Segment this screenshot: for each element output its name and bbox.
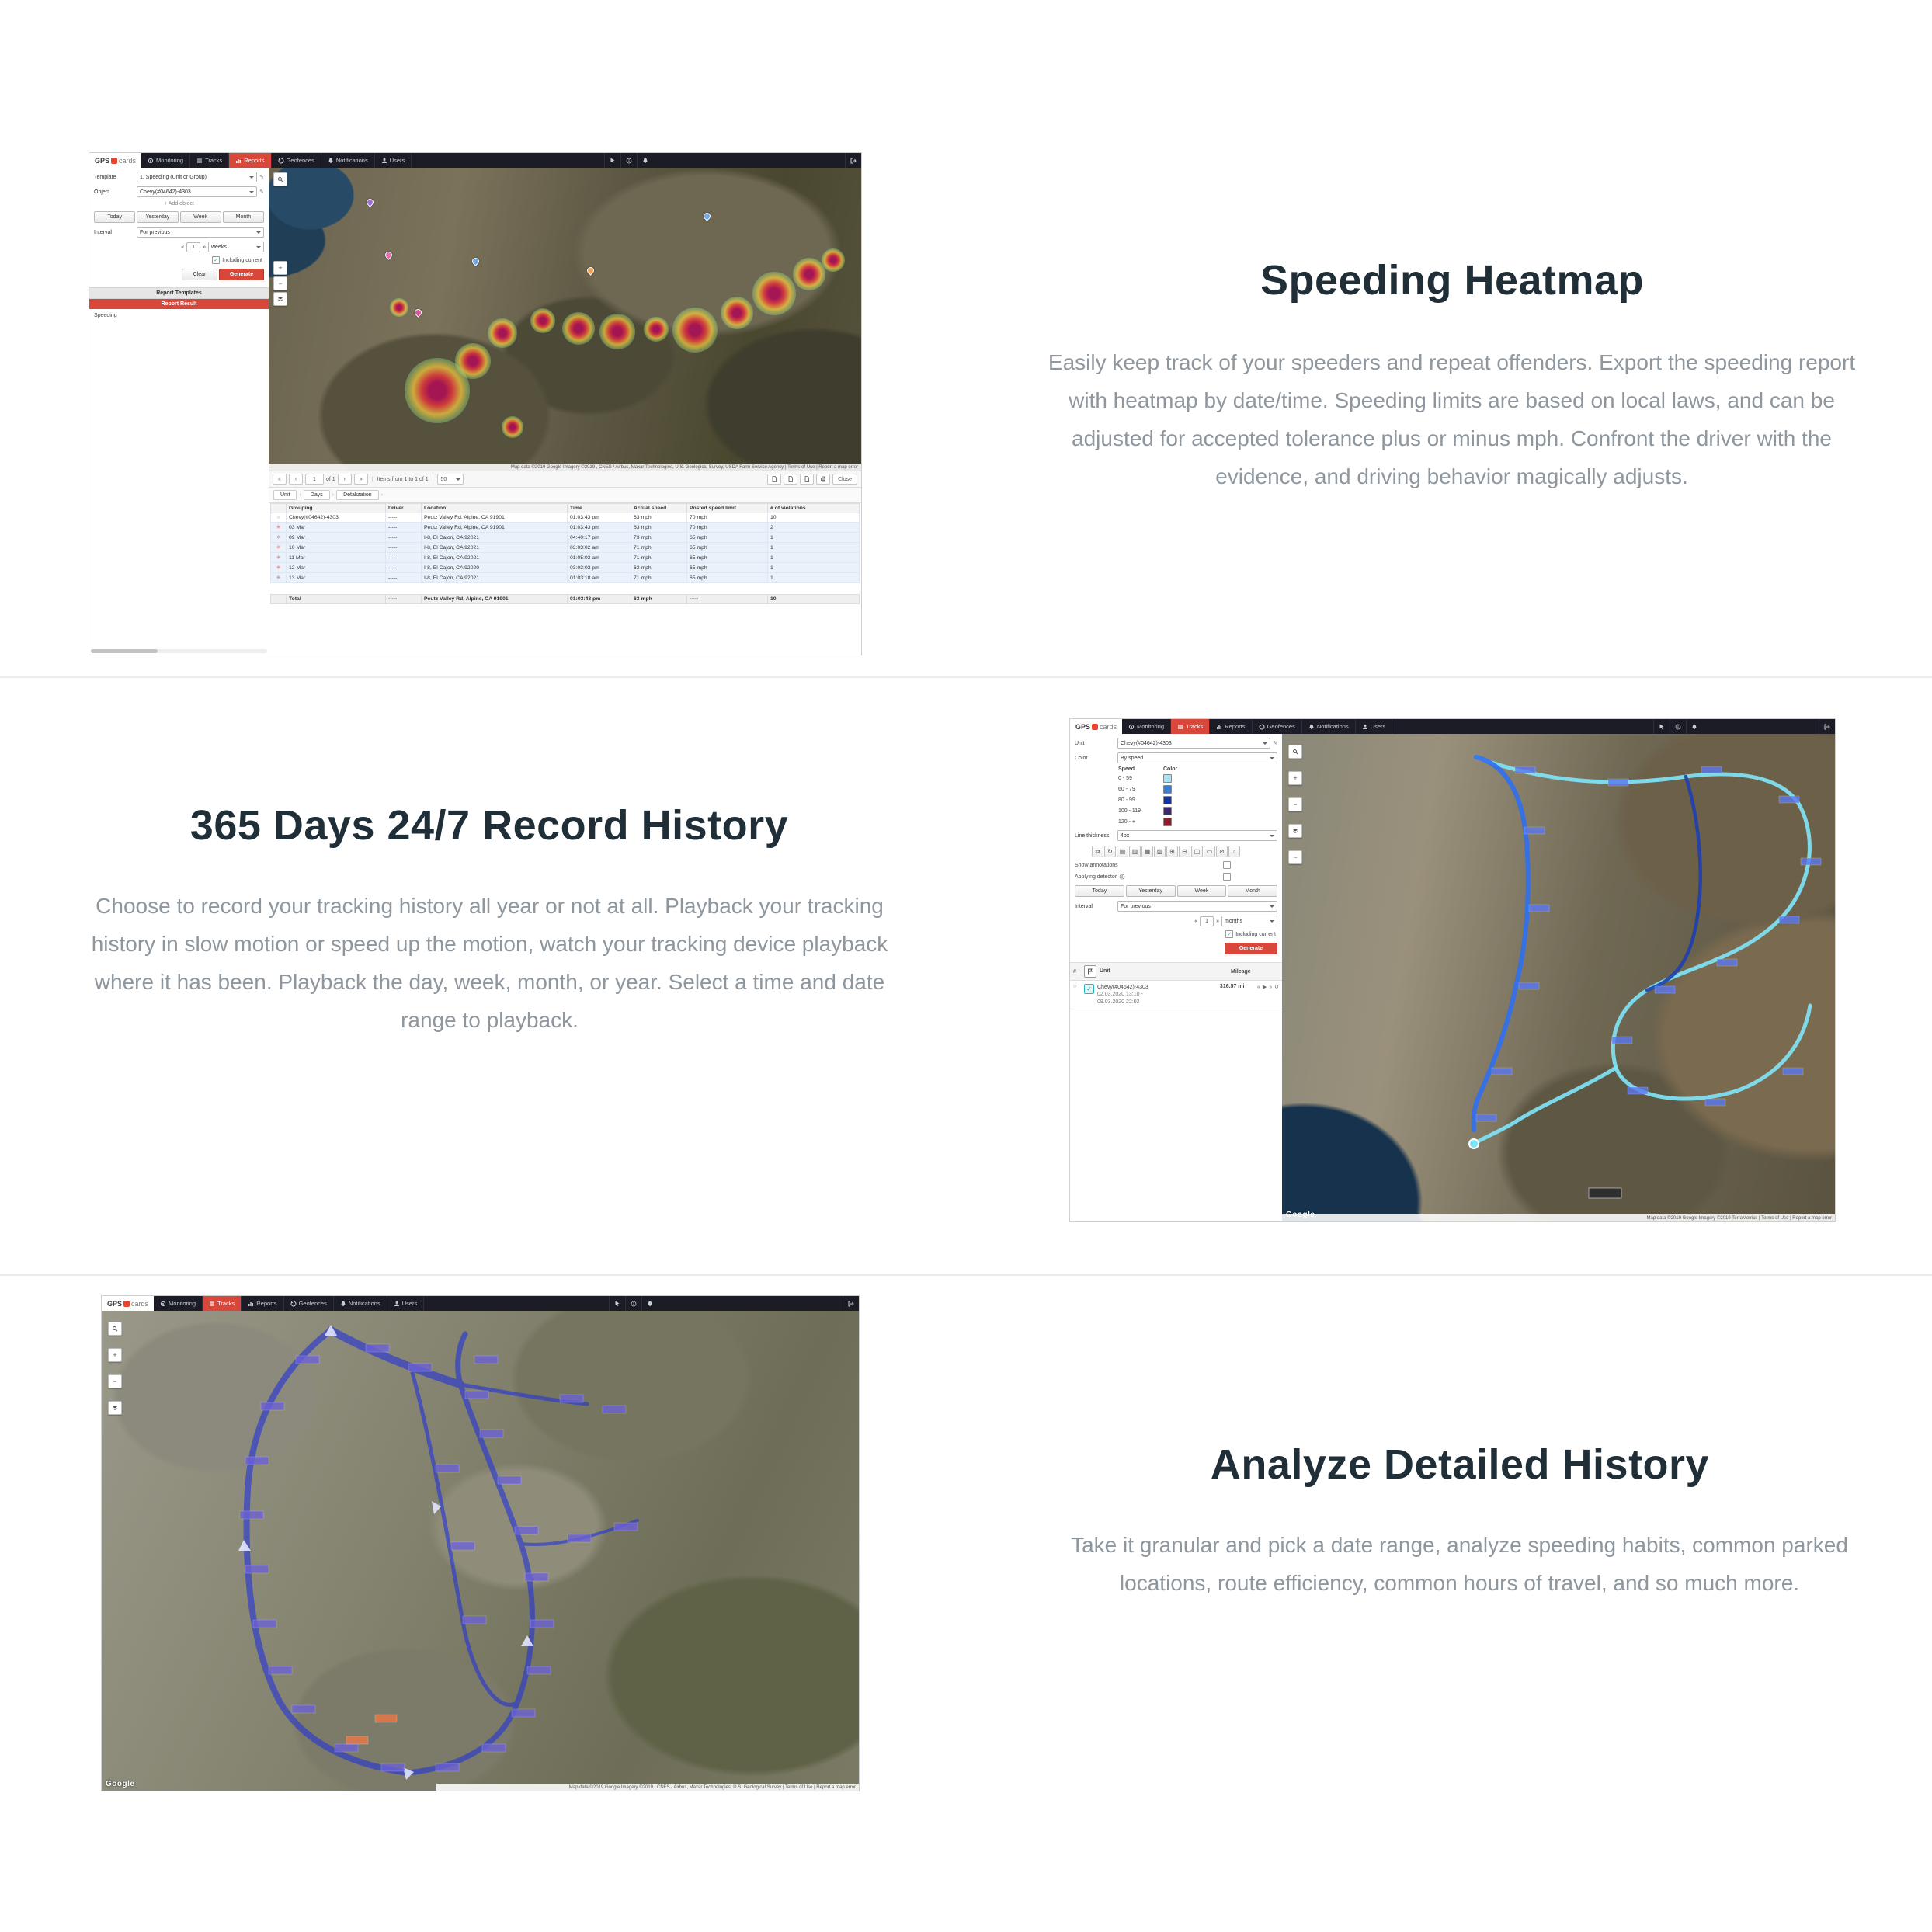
speed-color-legend: [1118, 766, 1277, 826]
col-grouping[interactable]: Grouping: [287, 504, 386, 513]
section-divider: [0, 676, 1932, 678]
total-table: [270, 594, 860, 604]
legend-row: 60 - 79: [1118, 785, 1277, 794]
interval-count-input[interactable]: 1: [186, 242, 200, 252]
brand-gps: GPS: [107, 1299, 123, 1308]
pointer-tool-icon[interactable]: [1653, 719, 1670, 734]
map-zoom-in-button[interactable]: +: [108, 1348, 122, 1362]
tab-users[interactable]: [1356, 719, 1393, 734]
page-next-button[interactable]: ›: [338, 474, 352, 485]
legend-row: 100 - 119: [1118, 807, 1277, 815]
tab-users[interactable]: [387, 1296, 425, 1311]
heatmap-blob: [822, 248, 845, 272]
tab-tracks[interactable]: [190, 153, 229, 168]
track-tool-icon-1[interactable]: ⇄: [1092, 846, 1103, 857]
heatmap-blob: [644, 317, 669, 342]
track-list-header: [1070, 963, 1282, 981]
track-tool-icon-2[interactable]: ↻: [1104, 846, 1116, 857]
col-location[interactable]: Location: [422, 504, 568, 513]
interval-unit-select[interactable]: months: [1221, 916, 1277, 926]
map-pin[interactable]: [365, 197, 375, 207]
tab-notifications[interactable]: [321, 153, 375, 168]
legend-swatch: [1163, 785, 1172, 794]
map-layers-button[interactable]: [1288, 824, 1302, 838]
map-pin[interactable]: [586, 266, 596, 276]
tab-monitoring-label: Monitoring: [156, 157, 184, 164]
map-search-button[interactable]: [273, 172, 287, 186]
track-tool-icon-12[interactable]: ▫: [1228, 846, 1240, 857]
clear-button[interactable]: Clear: [182, 269, 217, 280]
map-zoom-in-button[interactable]: +: [273, 261, 287, 275]
map-attribution: Map data ©2019 Google Imagery ©2019 , CNES / Airbus, Maxar Technologies, U.S. Geological Survey | Terms of Use | Report a map error: [436, 1784, 859, 1791]
tab-tracks-label: Tracks: [1186, 723, 1204, 730]
tab-users-label: Users: [389, 157, 405, 164]
playback-rewind-icon[interactable]: «: [1256, 984, 1260, 990]
legend-row: 0 - 59: [1118, 774, 1277, 783]
interval-unit-select[interactable]: weeks: [208, 242, 264, 252]
heat-row-icon[interactable]: ✳: [271, 543, 287, 553]
report-sidebar: [89, 168, 269, 655]
show-annotations-checkbox[interactable]: [1223, 861, 1231, 869]
tab-monitoring-label: Monitoring: [1137, 723, 1165, 730]
map-zoom-out-button[interactable]: −: [108, 1374, 122, 1388]
track-col-num: #: [1073, 968, 1076, 975]
report-toolbar: « ‹ 1 of 1 › » | Items from 1 to 1 of 1 | 50 Close: [269, 471, 861, 488]
track-tool-icon-3[interactable]: ▤: [1117, 846, 1128, 857]
track-route-overlay: [1282, 734, 1835, 1221]
track-mileage-value: 316.57 mi: [1219, 984, 1245, 989]
report-templates-header: Report Templates: [89, 287, 269, 299]
heatmap-blob: [530, 308, 555, 333]
edit-unit-icon[interactable]: ✎: [1273, 741, 1277, 746]
section-title-analyze-history: Analyze Detailed History: [1210, 1441, 1710, 1488]
expand-row-icon[interactable]: ○: [271, 513, 287, 523]
bell-icon[interactable]: [1686, 719, 1702, 734]
range-today-button[interactable]: Today: [94, 211, 135, 223]
legend-swatch: [1163, 807, 1172, 815]
heat-row-icon[interactable]: ✳: [271, 573, 287, 583]
track-tool-icon-10[interactable]: ▭: [1204, 846, 1215, 857]
range-month-button[interactable]: Month: [1228, 885, 1277, 897]
tab-reports[interactable]: [1210, 719, 1252, 734]
map-pin[interactable]: [413, 308, 423, 318]
app-window-tracks: [1069, 718, 1836, 1222]
app-window-speeding-report: [89, 152, 862, 655]
map-layers-button[interactable]: [273, 292, 287, 306]
brand-gps: GPS: [1075, 722, 1091, 731]
export-xls-icon[interactable]: [784, 474, 797, 485]
brand-cards: cards: [1100, 722, 1117, 731]
app-nav-bar: [102, 1296, 859, 1311]
col-posted-limit[interactable]: Posted speed limit: [687, 504, 768, 513]
track-tool-icon-9[interactable]: ◫: [1191, 846, 1203, 857]
template-label: Template: [94, 174, 116, 180]
map-pin[interactable]: [702, 211, 712, 221]
show-annotations-label: Show annotations: [1075, 862, 1118, 868]
crumb-unit[interactable]: Unit: [273, 490, 297, 500]
page-prev-button[interactable]: ‹: [289, 474, 303, 485]
tab-geofences[interactable]: [284, 1296, 334, 1311]
tab-notifications[interactable]: [334, 1296, 387, 1311]
section-title-record-history: 365 Days 24/7 Record History: [189, 802, 789, 849]
table-row[interactable]: ✳ 09 Mar ----- I-8, El Cajon, CA 92021 04:40:17 pm 73 mph 65 mph 1: [271, 533, 860, 543]
sidebar-horizontal-scrollbar[interactable]: [91, 649, 267, 653]
speeding-table: [270, 503, 860, 583]
history-route-overlay: [102, 1311, 859, 1791]
crumb-days[interactable]: Days: [304, 490, 330, 500]
tab-users-label: Users: [1370, 723, 1386, 730]
map-attribution: Map data ©2019 Google Imagery ©2019 TerraMetrics | Terms of Use | Report a map error: [1282, 1214, 1835, 1221]
tab-geofences[interactable]: [1253, 719, 1302, 734]
interval-label: Interval: [1075, 903, 1093, 909]
applying-detector-checkbox[interactable]: [1223, 873, 1231, 881]
brand-square-icon: [111, 158, 117, 164]
report-result-item[interactable]: Speeding: [94, 313, 117, 318]
bell-icon[interactable]: [637, 153, 653, 168]
tracks-sidebar: [1070, 734, 1283, 1221]
interval-next-icon[interactable]: »: [203, 244, 206, 250]
page-first-button[interactable]: «: [273, 474, 287, 485]
interval-count-input[interactable]: 1: [1200, 916, 1214, 926]
track-tool-icon-8[interactable]: ⊟: [1179, 846, 1190, 857]
tab-tracks[interactable]: [203, 1296, 242, 1311]
range-week-button[interactable]: Week: [1177, 885, 1227, 897]
page-of-label: of 1: [326, 476, 335, 482]
info-icon[interactable]: [620, 153, 637, 168]
section-title-speeding-heatmap: Speeding Heatmap: [1260, 257, 1645, 304]
tab-tracks[interactable]: [1171, 719, 1210, 734]
generate-button[interactable]: Generate: [1225, 943, 1277, 954]
legend-swatch: [1163, 774, 1172, 783]
logout-icon[interactable]: [843, 1296, 859, 1311]
app-logo[interactable]: [89, 153, 141, 168]
tab-reports[interactable]: [242, 1296, 283, 1311]
app-logo[interactable]: [1070, 719, 1122, 734]
flag-icon: [1084, 965, 1096, 978]
object-select[interactable]: Chevy(#04642)-4303: [137, 186, 257, 197]
generate-button[interactable]: Generate: [219, 269, 264, 280]
table-row[interactable]: ✳ 12 Mar ----- I-8, El Cajon, CA 92020 03:03:03 pm 63 mph 65 mph 1: [271, 563, 860, 573]
col-driver[interactable]: Driver: [386, 504, 422, 513]
tab-users-label: Users: [401, 1300, 418, 1307]
edit-template-icon[interactable]: ✎: [259, 175, 264, 180]
heatmap-blob: [721, 297, 753, 329]
map-zoom-out-button[interactable]: −: [1288, 797, 1302, 811]
map-ruler-button[interactable]: ~: [1288, 850, 1302, 864]
track-period-end: 09.03.2020 22:02: [1097, 999, 1140, 1005]
export-csv-icon[interactable]: [800, 474, 814, 485]
brand-cards: cards: [131, 1299, 149, 1308]
map-attribution: Map data ©2019 Google Imagery ©2019 , CNES / Airbus, Maxar Technologies, U.S. Geological Survey, USDA Farm Service Agency | Terms of Use | Report a map error: [269, 464, 861, 471]
col-icon: [271, 504, 287, 513]
including-current-label: Including current: [222, 257, 262, 263]
track-period-start: 02.03.2020 13:10 -: [1097, 992, 1143, 998]
tab-geofences-label: Geofences: [1267, 723, 1295, 730]
track-tools-row: [1092, 846, 1279, 857]
section-body-speeding-heatmap: Easily keep track of your speeders and repeat offenders. Export the speeding report with heatmap by date/time. Speeding limits are based on local laws, and can be adjusted for accepted tolerance plus or minus mph. Confront the driver with the evidence, and driving behavior magically adjusts.: [1048, 350, 1856, 488]
track-list: [1070, 962, 1282, 1009]
tab-geofences-label: Geofences: [286, 157, 314, 164]
object-label: Object: [94, 189, 110, 195]
print-icon[interactable]: [816, 474, 830, 485]
report-breadcrumbs: Unit › Days › Detalization ›: [269, 488, 861, 503]
tab-users[interactable]: [375, 153, 412, 168]
tab-reports-label: Reports: [1225, 723, 1246, 730]
heatmap-blob: [752, 272, 796, 315]
tab-reports-label: Reports: [256, 1300, 277, 1307]
playback-replay-icon[interactable]: ↺: [1274, 985, 1279, 990]
unit-select[interactable]: Chevy(#04642)-4303: [1117, 738, 1270, 749]
tab-notifications-label: Notifications: [1316, 723, 1349, 730]
app-nav-bar: [89, 153, 861, 168]
interval-label: Interval: [94, 229, 112, 235]
legend-row: 120 - +: [1118, 818, 1277, 826]
tab-geofences[interactable]: [272, 153, 321, 168]
legend-swatch: [1163, 818, 1172, 826]
range-yesterday-button[interactable]: Yesterday: [137, 211, 178, 223]
row-marker-icon: ○: [1073, 984, 1077, 989]
unit-label: Unit: [1075, 740, 1085, 746]
table-row[interactable]: ✳ 03 Mar ----- Peutz Valley Rd, Alpine, CA 91901 01:03:43 pm 63 mph 70 mph 2: [271, 523, 860, 533]
range-yesterday-button[interactable]: Yesterday: [1126, 885, 1176, 897]
track-tool-icon-6[interactable]: ▧: [1154, 846, 1166, 857]
page-number-input[interactable]: 1: [305, 474, 324, 485]
tab-reports-label: Reports: [244, 157, 265, 164]
brand-cards: cards: [119, 156, 137, 165]
export-pdf-icon[interactable]: [767, 474, 781, 485]
brand-gps: GPS: [95, 156, 110, 165]
including-current-checkbox[interactable]: ✓: [1225, 930, 1233, 938]
interval-prev-icon[interactable]: «: [1194, 918, 1198, 924]
tab-tracks-label: Tracks: [205, 157, 223, 164]
legend-row: 80 - 99: [1118, 796, 1277, 804]
range-week-button[interactable]: Week: [180, 211, 221, 223]
page-last-button[interactable]: »: [354, 474, 368, 485]
brand-square-icon: [123, 1301, 130, 1307]
track-col-mileage: Mileage: [1231, 968, 1251, 975]
range-today-button[interactable]: Today: [1075, 885, 1124, 897]
total-row: Total ----- Peutz Valley Rd, Alpine, CA 91901 01:03:43 pm 63 mph ----- 10: [271, 595, 860, 604]
map-pin[interactable]: [471, 256, 481, 266]
info-icon[interactable]: [1670, 719, 1686, 734]
map-search-button[interactable]: [108, 1322, 122, 1336]
col-time[interactable]: Time: [568, 504, 631, 513]
items-count-label: Items from 1 to 1 of 1: [377, 476, 429, 482]
tracks-map[interactable]: [1282, 734, 1835, 1221]
heatmap-blob: [502, 416, 523, 438]
including-current-label: Including current: [1235, 931, 1276, 937]
app-window-history: [101, 1295, 860, 1791]
track-tool-icon-7[interactable]: ⊞: [1166, 846, 1178, 857]
heatmap-blob: [793, 258, 825, 290]
detector-info-icon: [1119, 874, 1125, 880]
interval-prev-icon[interactable]: «: [181, 244, 185, 250]
track-unit-name: Chevy(#04642)-4303: [1097, 985, 1148, 990]
track-tool-icon-11[interactable]: ⊘: [1216, 846, 1228, 857]
section-divider: [0, 1274, 1932, 1276]
table-row[interactable]: ✳ 13 Mar ----- I-8, El Cajon, CA 92021 01:03:18 am 71 mph 65 mph 1: [271, 573, 860, 583]
color-label: Color: [1075, 755, 1088, 761]
interval-next-icon[interactable]: »: [1216, 918, 1219, 924]
legend-speed-header: Speed: [1118, 766, 1135, 772]
map-pin[interactable]: [384, 250, 394, 260]
color-mode-select[interactable]: By speed: [1117, 752, 1277, 763]
tab-tracks-label: Tracks: [217, 1300, 235, 1307]
edit-object-icon[interactable]: ✎: [259, 189, 264, 195]
tab-monitoring[interactable]: [154, 1296, 203, 1311]
tab-monitoring[interactable]: [141, 153, 190, 168]
heatmap-blob: [672, 308, 718, 353]
tab-monitoring-label: Monitoring: [169, 1300, 196, 1307]
section-body-analyze-history: Take it granular and pick a date range, analyze speeding habits, common parked locations, route efficiency, common hours of travel, and so much more.: [1071, 1533, 1848, 1595]
table-row[interactable]: ✳ 11 Mar ----- I-8, El Cajon, CA 92021 01:05:03 am 71 mph 65 mph 1: [271, 553, 860, 563]
bell-icon[interactable]: [641, 1296, 658, 1311]
tab-reports[interactable]: [229, 153, 271, 168]
including-current-checkbox[interactable]: ✓: [212, 256, 220, 264]
track-list-row[interactable]: [1070, 981, 1282, 1009]
track-col-unit: Unit: [1100, 968, 1110, 975]
heatmap-blob: [390, 298, 408, 317]
app-nav-bar: [1070, 719, 1835, 734]
section-body-record-history: Choose to record your tracking history all year or not at all. Playback your tracking history in slow motion or speed up the motion, watch your tracking device playback where it has been. Playback the day, week, month, or year. Select a time and date range to playback.: [91, 894, 888, 1032]
app-logo[interactable]: [102, 1296, 154, 1311]
add-object-link[interactable]: + Add object: [164, 201, 194, 207]
playback-play-icon[interactable]: ▶: [1262, 985, 1267, 990]
map-zoom-in-button[interactable]: +: [1288, 771, 1302, 785]
interval-select[interactable]: For previous: [137, 227, 264, 238]
col-violations[interactable]: # of violations: [768, 504, 860, 513]
logout-icon[interactable]: [1819, 719, 1835, 734]
heatmap-map[interactable]: [269, 168, 861, 471]
legend-swatch: [1163, 796, 1172, 804]
interval-select[interactable]: For previous: [1117, 901, 1277, 912]
heatmap-blob: [599, 314, 635, 349]
tab-monitoring[interactable]: [1122, 719, 1171, 734]
report-result-header: Report Result: [89, 299, 269, 309]
report-content: [269, 168, 861, 655]
table-row[interactable]: ○ Chevy(#04642)-4303 ----- Peutz Valley Rd, Alpine, CA 91901 01:03:43 pm 63 mph 70 mph 10: [271, 513, 860, 523]
info-icon[interactable]: [625, 1296, 641, 1311]
map-zoom-out-button[interactable]: −: [273, 276, 287, 290]
legend-color-header: Color: [1163, 766, 1178, 772]
playback-forward-icon[interactable]: »: [1269, 984, 1273, 990]
pointer-tool-icon[interactable]: [609, 1296, 625, 1311]
track-visible-checkbox[interactable]: ✓: [1084, 984, 1094, 994]
applying-detector-label: Applying detector: [1075, 874, 1117, 880]
tab-geofences-label: Geofences: [298, 1300, 327, 1307]
brand-square-icon: [1092, 724, 1098, 730]
tab-notifications[interactable]: [1302, 719, 1356, 734]
heat-row-icon[interactable]: ✳: [271, 563, 287, 573]
logout-icon[interactable]: [845, 153, 861, 168]
close-report-button[interactable]: Close: [832, 474, 857, 485]
crumb-detalization[interactable]: Detalization: [336, 490, 379, 500]
track-tool-icon-5[interactable]: ▦: [1141, 846, 1153, 857]
history-map[interactable]: [102, 1311, 859, 1791]
pointer-tool-icon[interactable]: [604, 153, 620, 168]
page-size-select[interactable]: 50: [437, 474, 464, 485]
tab-notifications-label: Notifications: [335, 157, 368, 164]
report-table-area: [269, 503, 861, 655]
heatmap-blob: [562, 312, 595, 345]
table-row[interactable]: ✳ 10 Mar ----- I-8, El Cajon, CA 92021 03:03:02 am 71 mph 65 mph 1: [271, 543, 860, 553]
template-select[interactable]: 1. Speeding (Unit or Group): [137, 172, 257, 182]
line-thickness-select[interactable]: 4px: [1117, 830, 1277, 841]
track-tool-icon-4[interactable]: ▥: [1129, 846, 1141, 857]
col-actual-speed[interactable]: Actual speed: [631, 504, 687, 513]
heat-row-icon[interactable]: ✳: [271, 523, 287, 533]
heat-row-icon[interactable]: ✳: [271, 553, 287, 563]
heatmap-blob: [488, 318, 517, 348]
line-thickness-label: Line thickness: [1075, 832, 1110, 839]
google-logo: Google: [106, 1780, 135, 1788]
range-month-button[interactable]: Month: [223, 211, 264, 223]
map-search-button[interactable]: [1288, 745, 1302, 759]
tab-notifications-label: Notifications: [348, 1300, 380, 1307]
heat-row-icon[interactable]: ✳: [271, 533, 287, 543]
map-layers-button[interactable]: [108, 1401, 122, 1415]
heatmap-blob: [455, 343, 491, 379]
